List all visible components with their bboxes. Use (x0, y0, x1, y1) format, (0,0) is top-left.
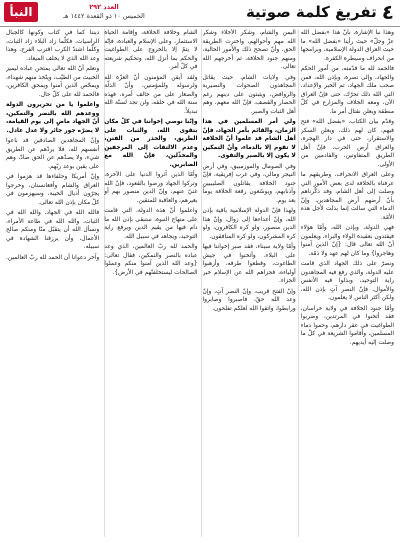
page-header (0, 0, 400, 27)
article-paragraph: وإنّنا نوصي إخواننا في كلّ مكان بتقوى الله، والثبات على الطريق، والحذر من الفتن، وعدم الالتفات إلى المرجفين والمخذّلين، فإنّ الله مع الصابرين. (104, 119, 198, 168)
article-paragraph: وأمّا ولاية سيناء، فقد صبر إخواننا فيها على البلاء، وأثخنوا في جيش الطاغوت، وقطعوا طرقه، وأرهبوا أولياءه، فجزاهم الله عن الإسلام خير الجزاء. (202, 244, 296, 284)
article-paragraph: وإنّ المجاهدين الصادقين قد باعوا أنفسهم لله، فلا يردّهم عن الطريق شيء، ولا يصدّهم عن الحق صادّ، وهم على يقين بوعد ربّهم. (6, 138, 100, 170)
article-column-1 (301, 29, 394, 539)
article-paragraph: وآخر دعوانا أن الحمد لله ربّ العالمين. (6, 254, 100, 261)
article-paragraph: وإنّ أمريكا وحلفاءها قد هزموا في العراق والشام وأفغانستان، وخرجوا يجرّون أذيال الخيبة، وسيهزمون في كلّ مكان بإذن الله تعالى. (6, 174, 100, 206)
article-columns (6, 29, 394, 539)
newspaper-logo: النبأ (4, 2, 38, 22)
article-paragraph: ونصرّ على ذلك الجهاد الذي قامت عليه الدولة، والذي رفع فيه المجاهدون راية التوحيد، وبذلوا فيه الأنفس والأموال، فإنّ النصر آتٍ بإذن الله، ولكن أكثر الناس لا يعلمون. (300, 261, 394, 301)
issue-info (44, 3, 164, 21)
article-paragraph: ونعلم أنّ الله تعالى يمتحن عباده ليميز الخبيث من الطيّب، ويتّخذ منهم شهداء، ويمحّص الذين آمنوا ويمحق الكافرين، فالحمد لله على كلّ حال. (6, 66, 100, 98)
article-paragraph: وإنّ الفتح قريب، وإنّ النصر آتٍ، وإنّ وعد الله حقّ، فاصبروا وصابروا ورابطوا، واتقوا الله لعلكم تفلحون. (202, 288, 296, 312)
article-paragraph: وفي الصومال والموزمبيق، وفي أرض النيجر ومالي، وفي غرب إفريقية، فإنّ جنود الخلافة يقاتلون الصليبيين وأذنابهم، ويوسّعون رقعة الخلافة يوماً بعد يوم. (202, 163, 296, 204)
issue-number: العدد ٢٩٢ (89, 3, 119, 11)
article-paragraph: ولي أمر المسلمين في هذا الزمان، والقائم بأمر الجهاد، فإنّ أهل الشام قد علموا أنّ الخلافة لا تقوم إلا بالدماء، وأنّ التمكين لا يكون إلا بالصبر والتقوى. (202, 119, 296, 159)
article-paragraph: فالحمد لله ما قدّمته، من أمور الحكم والجهاد، وإلى نصرة، وبإذن الله، فمن صحب ملك الجهاد، ثم الخبر والإعداد، التي الله ذلك تحرّك، حتى فإنّ العراق الآن، ومعه الخلاف والمزارع في كلّ منطقة ويعلن نقتال أمر ما. (300, 66, 394, 115)
page-number: ٤ (381, 0, 394, 24)
article-paragraph: فالله الله في الجهاد، والله الله في الثبات، والله الله في طاعة الأمراء، ونسأل الله أن يتقبّل منّا ومنكم صالح الأعمال، وأن يرزقنا الشهادة في سبيله. (6, 210, 100, 250)
article-paragraph: وأمّا جنود الخلافة في ولاية خراسان، فقد أثخنوا في المرتدين، وضربوا الطواغيت في عقر دارهم، وحموا دماء المسلمين، وأقاموا الشريعة في كلّ ما وصلت إليه أيديهم. (300, 305, 394, 346)
article-paragraph: ولقد أيقن المؤمنون أنّ العزّة لله ولرسوله وللمؤمنين، وأنّ الذلّة والصغار على من خالف أمره، فهذه سنة الله في خلقه، ولن تجد لسنّة الله تبديلاً. (104, 74, 198, 115)
article-paragraph: اليمن والشام، وشكر الأخلاء وشكر الله مهم وأحوالهم، واخترت الطريقة الحق، وأنّ تصحح ذلك والأمور الحالية، ومنهم جنود الخلافة، ثم أخرجهم الله تعالى. (202, 30, 296, 70)
article-column-4 (6, 29, 99, 539)
article-paragraph: فهي الدولة، وبإذن الله، وأمّا هؤلاء فيقتدون بعقيدة الولاء والبراء، ويعلمون أنّ الله تعالى قال: {إنّ الذين آمنوا وهاجروا} وما كان لهم عهد ولا ذمّة. (300, 225, 394, 257)
article-paragraph: ديننا كما في كتاب وكونها كالجبال الراسيات، فكلّما زاد البلاء زاد الثبات، وكلّما اشتدّ الكرب اقترب الفرج، وهذا وعد الله الذي لا يخلف الميعاد. (6, 30, 100, 62)
article-column-3 (104, 29, 197, 539)
article-paragraph: وعلى العراق الانحراف، وطريقهم ما عرفناه بالخلافة لدى بعض الأمور التي وصلت إلى أهل الشام، وقد ذكّرناهم بأنّ أرضهم أرض المجاهدين، وإنّ الدماء التي سالت إنما بذلت لأجل هذه الأمّة. (300, 172, 394, 221)
article-paragraph: وأمّا الذين آثروا الدنيا على الآخرة، وتركوا الجهاد ورضوا بالقعود، فإنّ الله غنيّ عنهم، وإنّ الدين منصور بهم أو بغيرهم، والعاقبة للمتقين. (104, 172, 198, 204)
article-paragraph: وهذا نبأ الإشارة، بأنّ هذا «بفضل الله عزّ وجلّ» حيث رأينا «بفضل الله» ما حيث العراق الدولة الإسلامية، وبرامجها من انحراف وسيطرة الكفرة. (300, 30, 394, 62)
article-paragraph: ولهذا فإنّ الدولة الإسلامية باقية بإذن الله، وإنّ أعداءها إلى زوال، وإنّ هذا الدين منصور، ولو كره الكافرون، ولو كره المشركون، ولو كره المنافقون. (202, 208, 296, 240)
page-title-block (246, 0, 394, 24)
article-paragraph: واعلموا أنّ هذه الدولة، التي قامت على منهاج النبوة، ستبقى بإذن الله ما دام فيها من يقيم الدين ويرفع راية التوحيد، ويجاهد في سبيل الله. (104, 208, 198, 240)
article-paragraph: واعلموا يا من تحريرون الدولة ووعدهم الله بالنصر والتمكين، أنّ الجهاد ماضٍ إلى يوم القيامة، لا يضرّه جور جائر ولا عدل عادل. (6, 102, 100, 134)
article-column-2 (203, 29, 296, 539)
article-paragraph: وقدّم بيان الكتاب، «بفضل الله» فتح فيهم، كان لهم ذلك، ويعلن السكر والاستقرار، حتى في دار الهجرة، والعراق أرض الحرب، فإنّ أهل الطريق المتفاوتين، والقادمين من الأولى. (300, 119, 394, 168)
issue-date: الخميس ١٠ ذو القعدة ١٤٤٢ هـ (63, 12, 145, 20)
article-paragraph: وفي ولايات الشام، حيث يقاتل المجاهدون الصحوات والنصيرية والروافض، ويثبتون على دينهم رغم الحصار والقصف، فإنّ الله معهم، وهم أهل الثبات والصبر. (202, 74, 296, 115)
article-paragraph: والحمد لله ربّ العالمين، الذي وعد عباده بالنصر والتمكين، فقال تعالى: {وعد الله الذين آمنوا منكم وعملوا الصالحات ليستخلفنّهم في الأرض}. (104, 244, 198, 276)
article-paragraph: الشام وخلافة الخلافة، وإقامة الحياة الاستثمار، وعلى الإسلام والعبادة، فإنّه لا يتمّ إلا بالخروج على الطواغيت والحكم بما أنزل الله، وتحكيم شريعته في كلّ أمر. (104, 30, 198, 70)
article-title: تفريغ كلمة صوتية (245, 3, 377, 21)
